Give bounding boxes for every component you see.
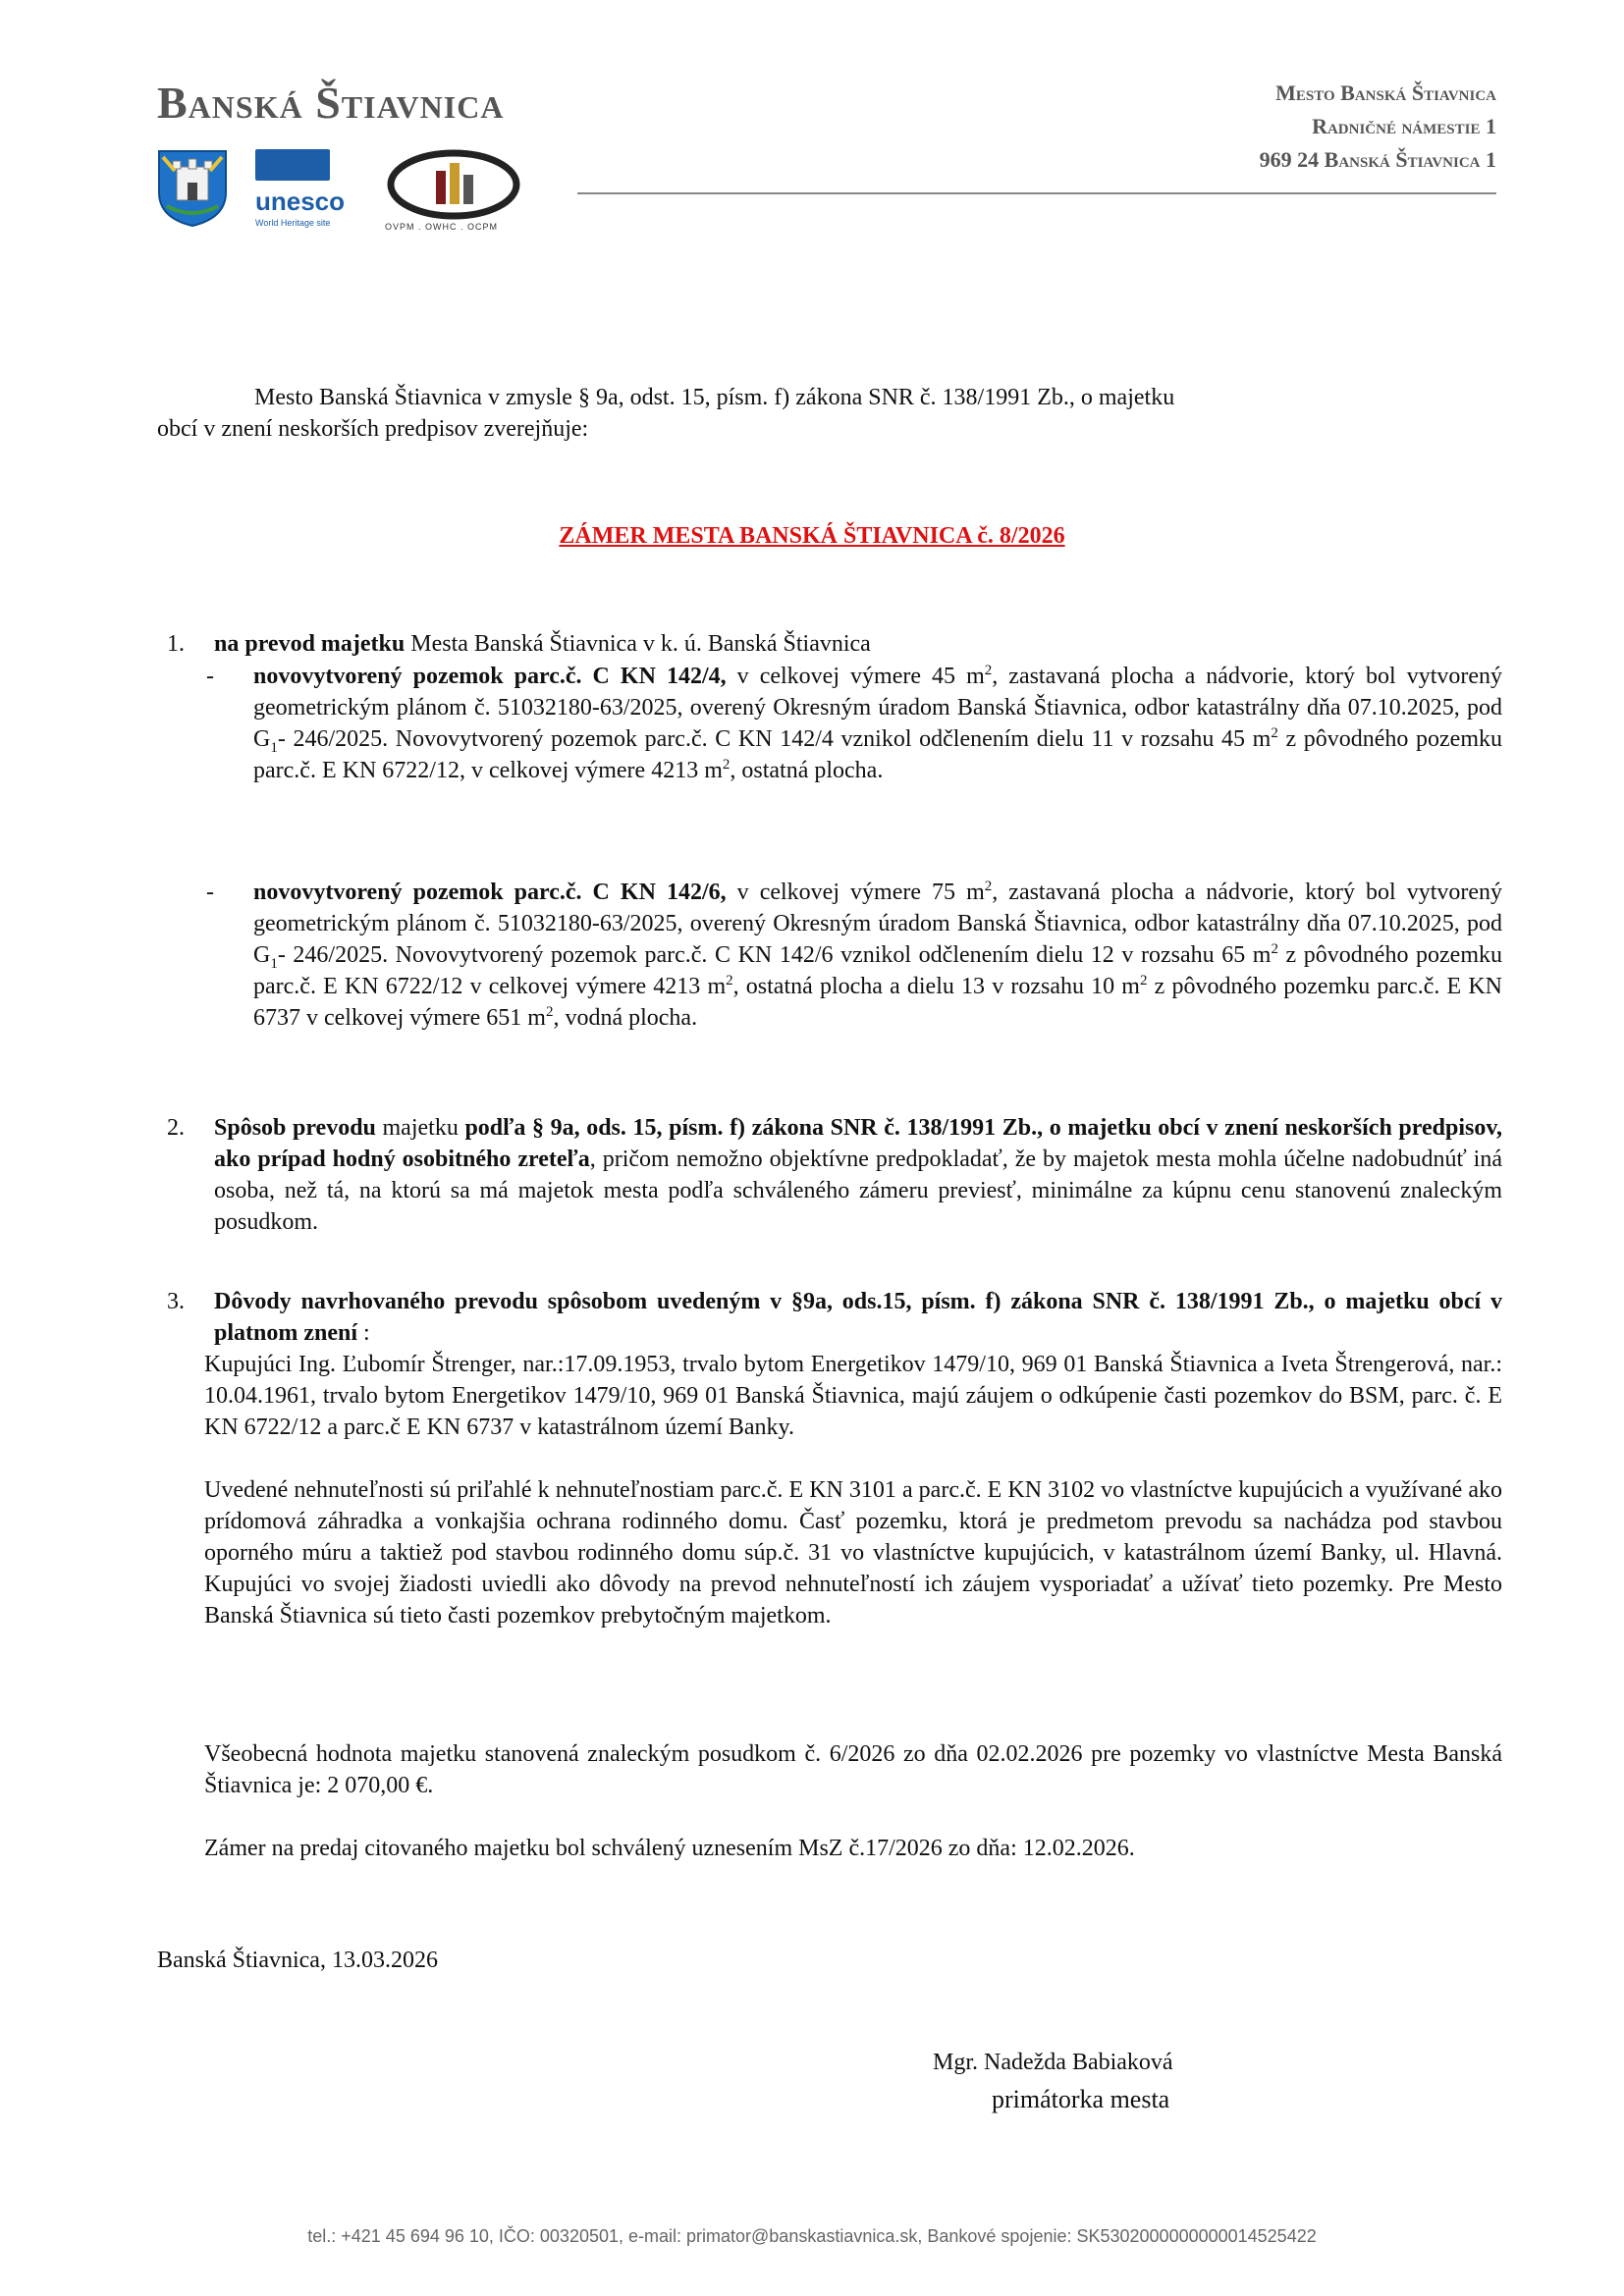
section-2-bold-2: podľa § 9a, ods. 15, písm. f) zákona SNR č. 138/1991 Zb., o majetku obcí v znení neskorších predpisov, ako prípad hodný osobitného zreteľa bbox=[214, 1115, 1502, 1172]
section-2-text-1: majetku bbox=[375, 1115, 465, 1141]
intro-line-2: obcí v znení neskorších predpisov zverejňuje: bbox=[157, 416, 589, 442]
document-title: ZÁMER MESTA BANSKÁ ŠTIAVNICA č. 8/2026 bbox=[559, 523, 1065, 549]
parcel-item-1 bbox=[253, 661, 1502, 786]
section-1-lead-rest: Mesta Banská Štiavnica v k. ú. Banská Štiavnica bbox=[405, 631, 871, 657]
sup: 2 bbox=[1271, 725, 1278, 741]
parcel-1-text: - 246/2025. Novovytvorený pozemok parc.č. C KN 142/4 vznikol odčlenením dielu 11 v rozsahu 45 m bbox=[277, 726, 1272, 752]
address-line-2: Radničné námestie 1 bbox=[1312, 114, 1496, 138]
section-1-lead bbox=[214, 628, 1500, 660]
parcel-2-text: , zastavaná plocha a nádvorie, ktorý bol vytvorený geometrickým plánom č. 51032180-63/2025, overený Okresným úradom Banská Štiavnica, odbor katastrálny dňa 07.10.2025, pod G bbox=[253, 880, 1503, 968]
section-3-heading-tail: : bbox=[357, 1320, 370, 1346]
section-3-para-3: Všeobecná hodnota majetku stanovená znaleckým posudkom č. 6/2026 zo dňa 02.02.2026 pre pozemky vo vlastníctve Mesta Banská Štiavnica je: 2 070,00 €. bbox=[204, 1741, 1502, 1798]
city-crest-icon bbox=[157, 149, 228, 228]
parcel-1-text: v celkovej výmere 45 m bbox=[726, 664, 985, 689]
parcel-item-2 bbox=[253, 877, 1502, 1034]
unesco-logo bbox=[255, 149, 346, 234]
parcel-2-text: , ostatná plocha a dielu 13 v rozsahu 10 m bbox=[732, 974, 1140, 999]
parcel-2-text: v celkovej výmere 75 m bbox=[726, 880, 985, 905]
header-divider bbox=[577, 192, 1496, 194]
sender-address bbox=[1260, 77, 1496, 177]
bullet-dash: - bbox=[206, 664, 214, 689]
parcel-2-text: , vodná plocha. bbox=[553, 1005, 698, 1031]
section-3-number: 3. bbox=[167, 1289, 185, 1314]
section-3-para-1: Kupujúci Ing. Ľubomír Štrenger, nar.:17.09.1953, trvalo bytom Energetikov 1479/10, 969 01 Banská Štiavnica a Iveta Štrengerová, nar.: 10.04.1961, trvalo bytom Energetikov 1479/10, 969 01 Banská Štiavnica, majú záujem o odkúpenie časti pozemkov do BSM, parc. č. E KN 6722/12 a parc.č E KN 6737 v katastrálnom území Banky. bbox=[204, 1352, 1502, 1440]
parcel-2-text: z pôvodného pozemku parc.č. E KN 6722/12 v celkovej výmere 4213 m bbox=[253, 942, 1503, 999]
logo-row bbox=[157, 149, 530, 238]
footer-contact: tel.: +421 45 694 96 10, IČO: 00320501, e-mail: primator@banskastiavnica.sk, Bankové spojenie: SK5302000000000014525422 bbox=[307, 2226, 1317, 2246]
bullet-dash: - bbox=[206, 880, 214, 905]
section-2-bold-1: Spôsob prevodu bbox=[214, 1115, 376, 1141]
section-3-heading-bold: Dôvody navrhovaného prevodu spôsobom uvedeným v §9a, ods.15, písm. f) zákona SNR č. 138/1991 Zb., o majetku obcí v platnom znení bbox=[214, 1289, 1502, 1346]
section-1-lead-bold: na prevod majetku bbox=[214, 631, 406, 657]
parcel-2-text: z pôvodného pozemku parc.č. E KN 6737 v celkovej výmere 651 m bbox=[253, 974, 1502, 1031]
signatory-name: Mgr. Nadežda Babiaková bbox=[933, 2050, 1173, 2075]
section-2-text-2: , pričom nemožno objektívne predpokladať, že by majetok mesta mohla účelne nadobudnúť iná osoba, než tá, na ktorú sa má majetok mesta podľa schváleného zámeru previesť, minimálne za kúpnu cenu stanovenú znaleckým posudkom. bbox=[214, 1147, 1502, 1235]
unesco-subtitle: World Heritage site bbox=[255, 218, 331, 228]
ovpm-emblem-icon bbox=[385, 149, 522, 220]
sup: 2 bbox=[545, 1004, 554, 1020]
section-1-number: 1. bbox=[167, 631, 185, 657]
sup: 2 bbox=[1271, 941, 1278, 957]
ovpm-logo bbox=[385, 149, 522, 238]
section-3-heading bbox=[214, 1286, 1502, 1349]
parcel-2-heading: novovytvorený pozemok parc.č. C KN 142/6, bbox=[253, 880, 727, 905]
parcel-1-heading: novovytvorený pozemok parc.č. C KN 142/4, bbox=[253, 664, 727, 689]
sup: 2 bbox=[984, 879, 993, 894]
parcel-1-text: , ostatná plocha. bbox=[730, 758, 884, 783]
intro-line-1: Mesto Banská Štiavnica v zmysle § 9a, odst. 15, písm. f) zákona SNR č. 138/1991 Zb., o majetku bbox=[254, 385, 1175, 410]
unesco-wordmark: unesco bbox=[255, 187, 346, 216]
address-line-3: 969 24 Banská Štiavnica 1 bbox=[1259, 147, 1496, 172]
parcel-1-text: z pôvodného pozemku parc.č. E KN 6722/12, v celkovej výmere 4213 m bbox=[253, 726, 1502, 783]
sub: 1 bbox=[270, 739, 278, 756]
parcel-1-text: , zastavaná plocha a nádvorie, ktorý bol vytvorený geometrickým plánom č. 51032180-63/2025, overený Okresným úradom Banská Štiavnica, odbor katastrálny dňa 07.10.2025, pod G bbox=[253, 664, 1503, 752]
parcel-2-text: - 246/2025. Novovytvorený pozemok parc.č. C KN 142/6 vznikol odčlenením dielu 12 v rozsahu 65 m bbox=[277, 942, 1272, 968]
sup: 2 bbox=[984, 663, 993, 678]
place-date: Banská Štiavnica, 13.03.2026 bbox=[157, 1948, 438, 1973]
signatory-role: primátorka mesta bbox=[992, 2085, 1170, 2113]
brand-title: Banská Štiavnica bbox=[157, 78, 505, 128]
unesco-emblem-icon bbox=[255, 149, 330, 181]
sup: 2 bbox=[722, 757, 731, 773]
address-line-1: Mesto Banská Štiavnica bbox=[1275, 80, 1496, 105]
section-2-number: 2. bbox=[167, 1115, 185, 1141]
ovpm-caption: OVPM . OWHC . OCPM bbox=[385, 222, 499, 232]
section-3-para-4: Zámer na predaj citovaného majetku bol schválený uznesením MsZ č.17/2026 zo dňa: 12.02.2026. bbox=[204, 1836, 1135, 1861]
sub: 1 bbox=[270, 955, 278, 972]
section-2-body bbox=[214, 1112, 1502, 1238]
section-3-para-2: Uvedené nehnuteľnosti sú priľahlé k nehnuteľnostiam parc.č. E KN 3101 a parc.č. E KN 3102 vo vlastníctve kupujúcich a využívané ako prídomová záhradka a vonkajšia ochrana rodinného domu. Časť pozemku, ktorá je predmetom prevodu sa nachádza pod stavbou oporného múru a taktiež pod stavbou rodinného domu súp.č. 31 vo vlastníctve kupujúcich, v katastrálnom území Banky, ul. Hlavná. Kupujúci vo svojej žiadosti uviedli ako dôvody na prevod nehnuteľností ich záujem vysporiadať a užívať tieto pozemky. Pre Mesto Banská Štiavnica sú tieto časti pozemkov prebytočným majetkom. bbox=[204, 1477, 1502, 1629]
sup: 2 bbox=[1139, 973, 1148, 988]
sup: 2 bbox=[726, 973, 733, 988]
